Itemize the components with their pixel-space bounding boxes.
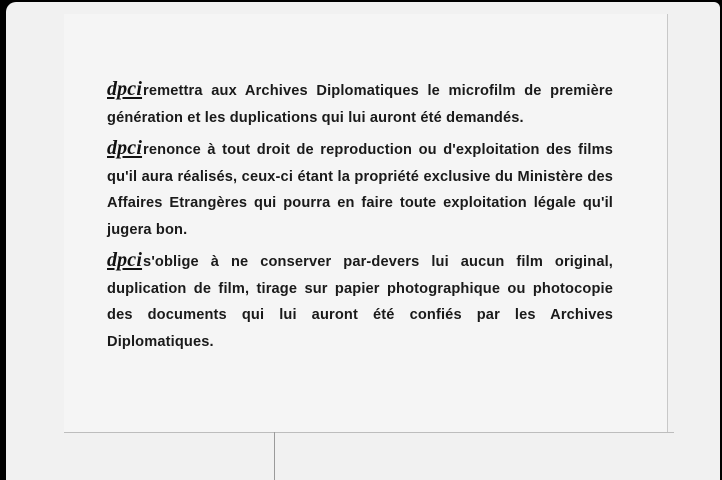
dpci-logo: dpci [107, 137, 143, 159]
paragraph-text: s'oblige à ne conserver par-devers lui aucun film original, duplication de film, tirage sur papier photographique ou photocopie des documents qui lui auront été confiés par les Archives Diplomatiques. [107, 254, 613, 350]
bottom-divider [64, 432, 674, 433]
paragraph-renonce [107, 137, 613, 243]
paragraph-text: renonce à tout droit de reproduction ou d'exploitation des films qu'il aura réalisés, ceux-ci étant la propriété exclusive du Ministère des Affaires Etrangères qui pourra en faire toute exploitation légale qu'il jugera bon. [107, 142, 613, 238]
paragraph-text: remettra aux Archives Diplomatiques le microfilm de première génération et les duplications qui lui auront été demandés. [107, 83, 613, 126]
dpci-logo: dpci [107, 78, 143, 100]
paragraph-oblige [107, 249, 613, 355]
dpci-logo: dpci [107, 249, 143, 271]
vertical-divider [274, 432, 275, 480]
paragraph-remettra [107, 78, 613, 131]
document-body [107, 78, 613, 361]
